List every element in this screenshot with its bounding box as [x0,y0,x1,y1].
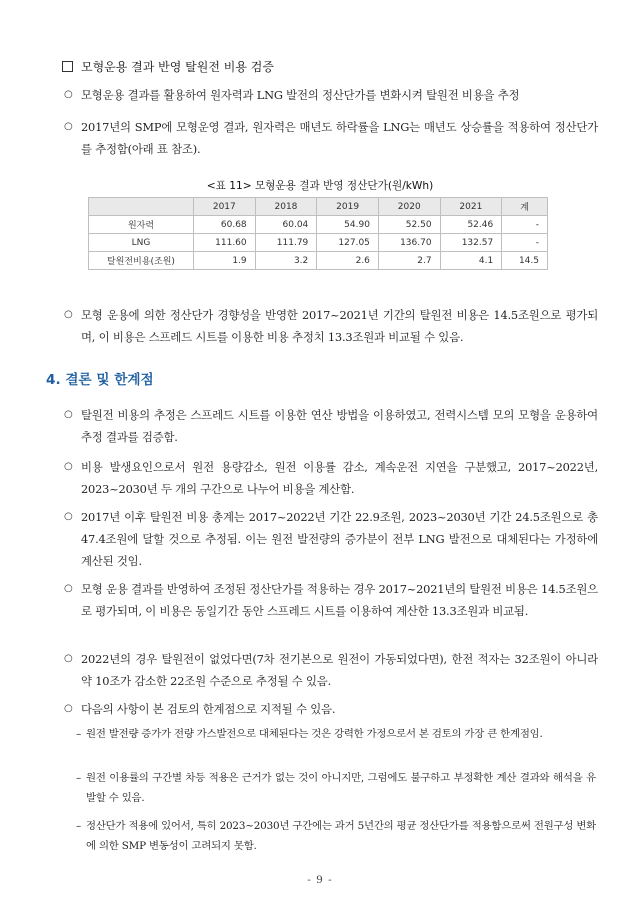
table-cell: 132.57 [440,234,502,252]
table-header-cell: 2019 [317,198,379,216]
table-header-cell: 2020 [378,198,440,216]
bullet-text: 모형 운용에 의한 정산단가 경향성을 반영한 2017~2021년 기간의 탈원전 비용은 14.5조원으로 평가되며, 이 비용은 스프레드 시트를 이용한 비용 추정치 13.3조원과 비교될 수 있음. [81,308,598,344]
limitation-item [76,724,596,744]
section-title [62,58,274,75]
table-row [89,216,548,234]
circle-bullet-icon: ○ [64,653,73,664]
bullet-item [64,456,598,500]
row-label: LNG [89,234,194,252]
bullet-item [64,506,598,572]
circle-bullet-icon: ○ [64,511,73,522]
bullet-item [64,116,598,160]
bullet-item [64,304,598,348]
table-cell: 4.1 [440,252,502,270]
table-cell: 54.90 [317,216,379,234]
table-caption: <표 11> 모형운용 결과 반영 정산단가(원/kWh) [206,180,434,192]
limitation-text: 원전 발전량 증가가 전량 가스발전으로 대체된다는 것은 강력한 가정으로서 본 검토의 가장 큰 한계점임. [86,728,543,740]
bullet-item [64,84,598,106]
circle-bullet-icon: ○ [64,89,73,100]
table-cell: 1.9 [194,252,256,270]
table-header-cell: 2021 [440,198,502,216]
section-title-text: 모형운용 결과 반영 탈원전 비용 검증 [81,60,274,74]
table-header-row [89,198,548,216]
circle-bullet-icon: ○ [64,309,73,320]
table-cell: - [502,216,548,234]
page-number: - 9 - [307,874,333,886]
settlement-price-table [88,197,548,270]
bullet-text: 2022년의 경우 탈원전이 없었다면(7차 전기본으로 원전이 가동되었다면), 한전 적자는 32조원이 아니라 약 10조가 감소한 22조원 수준으로 추정될 수 있음. [81,652,598,688]
bullet-text: 모형 운용 결과를 반영하여 조정된 정산단가를 적용하는 경우 2017~2021년의 탈원전 비용은 14.5조원으로 평가되며, 이 비용은 동일기간 동안 스프레드 시트를 이용하여 계산한 13.3조원과 비교됨. [81,582,598,618]
conclusion-heading: 4. 결론 및 한계점 [46,372,154,388]
table-cell: - [502,234,548,252]
circle-bullet-icon: ○ [64,703,73,714]
bullet-item [64,648,598,692]
bullet-item [64,578,598,622]
circle-bullet-icon: ○ [64,121,73,132]
table-header-cell: 2018 [255,198,317,216]
checkbox-square-icon [62,61,73,72]
limitation-text: 원전 이용률의 구간별 차등 적용은 근거가 없는 것이 아니지만, 그럼에도 불구하고 부정확한 계산 결과와 해석을 유발할 수 있음. [86,772,596,804]
circle-bullet-icon: ○ [64,409,73,420]
bullet-text: 2017년 이후 탈원전 비용 총계는 2017~2022년 기간 22.9조원, 2023~2030년 기간 24.5조원으로 총 47.4조원에 달할 것으로 추정됨. 이는 원전 발전량의 증가분이 전부 LNG 발전으로 대체된다는 가정하에 계산된 것임. [81,510,598,568]
table-header-cell: 2017 [194,198,256,216]
limitation-text: 정산단가 적용에 있어서, 특히 2023~2030년 구간에는 과거 5년간의 평균 정산단가를 적용함으로써 전원구성 변화에 의한 SMP 변동성이 고려되지 못함. [86,820,596,852]
dash-bullet-icon: – [76,728,81,740]
table-cell: 127.05 [317,234,379,252]
bullet-text: 탈원전 비용의 추정은 스프레드 시트를 이용한 연산 방법을 이용하였고, 전력시스템 모의 모형을 운용하여 추정 결과를 검증함. [81,408,598,444]
bullet-item [64,698,598,720]
bullet-item [64,404,598,448]
table-cell: 52.46 [440,216,502,234]
bullet-text: 비용 발생요인으로서 원전 용량감소, 원전 이용률 감소, 계속운전 지연을 구분했고, 2017~2022년, 2023~2030년 두 개의 구간으로 나누어 비용을 계산함. [81,460,598,496]
table-cell: 111.60 [194,234,256,252]
bullet-text: 모형운용 결과를 활용하여 원자력과 LNG 발전의 정산단가를 변화시켜 탈원전 비용을 추정 [81,88,520,102]
table-cell: 14.5 [502,252,548,270]
bullet-text: 다음의 사항이 본 검토의 한계점으로 지적될 수 있음. [81,702,336,716]
table-cell: 2.7 [378,252,440,270]
bullet-text: 2017년의 SMP에 모형운영 결과, 원자력은 매년도 하락률을 LNG는 매년도 상승률을 적용하여 정산단가를 추정함(아래 표 참조). [81,120,598,156]
table-cell: 2.6 [317,252,379,270]
table-row [89,252,548,270]
table-header-cell [89,198,194,216]
circle-bullet-icon: ○ [64,461,73,472]
table-cell: 60.04 [255,216,317,234]
row-label: 탈원전비용(조원) [89,252,194,270]
table-header-cell: 계 [502,198,548,216]
table-cell: 111.79 [255,234,317,252]
table-cell: 60.68 [194,216,256,234]
dash-bullet-icon: – [76,820,81,832]
limitation-item [76,768,596,808]
row-label: 원자력 [89,216,194,234]
circle-bullet-icon: ○ [64,583,73,594]
table-cell: 136.70 [378,234,440,252]
limitation-item [76,816,596,856]
table-cell: 52.50 [378,216,440,234]
table-row [89,234,548,252]
table-cell: 3.2 [255,252,317,270]
dash-bullet-icon: – [76,772,81,784]
